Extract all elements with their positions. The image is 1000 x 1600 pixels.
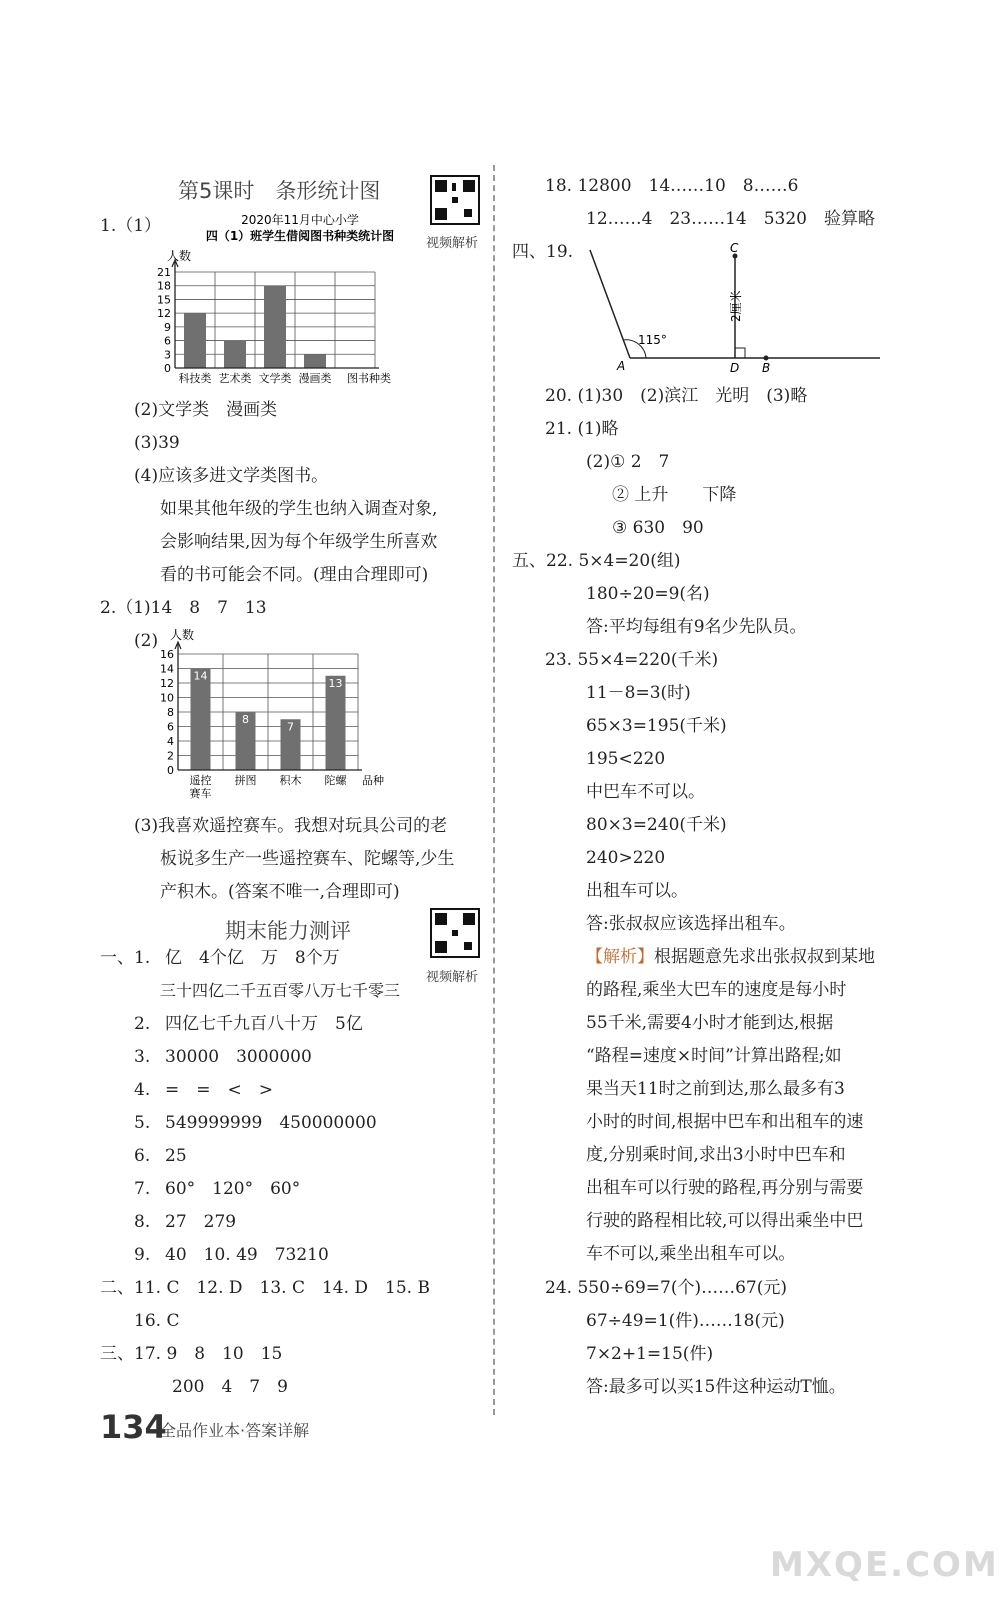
point-c-label: C (730, 241, 739, 255)
y-tick-label: 6 (164, 334, 171, 348)
sec1-q8-num: 8. (134, 1212, 151, 1232)
chart1-ylabel: 人数 (167, 249, 192, 263)
analysis-line7: 度,分别乘时间,求出3小时中巴车和 (586, 1145, 846, 1165)
q23-line2: 11－8=3(时) (586, 683, 691, 703)
book-title: 全品作业本·答案详解 (160, 1421, 310, 1440)
q21-line3: ② 上升 下降 (612, 485, 737, 505)
sec1-q3-text: 30000 3000000 (165, 1047, 312, 1067)
chart1-subtitle: 四（1）班学生借阅图书种类统计图 (205, 229, 395, 243)
bar-4 (326, 676, 346, 770)
q20: 20. (1)30 (2)滨江 光明 (3)略 (545, 386, 808, 406)
chart2-ylabel: 人数 (170, 628, 195, 642)
y-tick-label: 10 (160, 691, 174, 705)
q2-part3-line2: 板说多生产一些遥控赛车、陀螺等,少生 (160, 849, 455, 869)
q23-line4: 195<220 (586, 749, 666, 769)
sec1-q3-num: 3. (134, 1047, 151, 1067)
page-number: 134 (100, 1408, 167, 1446)
x-category-label: 遥控 (189, 774, 212, 787)
q22-line1: 五、22. 5×4=20(组) (512, 551, 681, 571)
q22-line3: 答:平均每组有9名少先队员。 (586, 617, 807, 637)
analysis-text1: 根据题意先求出张叔叔到某地 (654, 947, 875, 967)
q2-part3-line1: (3)我喜欢遥控赛车。我想对玩具公司的老 (134, 816, 448, 836)
q23-line6: 80×3=240(千米) (586, 815, 727, 835)
q23-line8: 出租车可以。 (586, 881, 688, 901)
y-tick-label: 15 (157, 293, 171, 307)
x-axis-label: 图书种类 (347, 372, 391, 385)
x-category-label: 艺术类 (218, 372, 252, 385)
bar-value-label: 7 (287, 720, 294, 734)
sec1-q5-text: 549999999 450000000 (165, 1113, 377, 1133)
sec1-q4-text: = = < > (165, 1080, 273, 1100)
q1-part4: (4)应该多进文学类图书。 (134, 466, 329, 486)
sec1-q7-num: 7. (134, 1179, 151, 1199)
q21-line4: ③ 630 90 (612, 518, 704, 538)
x-category-label: 赛车 (189, 787, 212, 800)
analysis-line3: 55千米,需要4小时才能到达,根据 (586, 1013, 834, 1033)
qr-caption: 视频解析 (426, 236, 479, 251)
chart-toys (148, 625, 388, 800)
sec1-q1-num: 一、1. (100, 948, 151, 968)
q1-part3: (3)39 (134, 433, 180, 453)
analysis-line9: 行驶的路程相比较,可以得出乘坐中巴 (586, 1211, 864, 1231)
y-tick-label: 18 (157, 279, 171, 293)
q24-line1: 24. 550÷69=7(个)……67(元) (545, 1278, 787, 1298)
q23-line7: 240>220 (586, 848, 666, 868)
x-category-label: 陀螺 (324, 774, 347, 787)
y-tick-label: 3 (164, 348, 171, 362)
sec1-q7-text: 60° 120° 60° (165, 1179, 301, 1199)
sec1-q6-text: 25 (165, 1146, 187, 1166)
sec3-line1: 三、17. 9 8 10 15 (100, 1344, 283, 1364)
q24-line3: 7×2+1=15(件) (586, 1344, 714, 1364)
y-tick-label: 12 (157, 307, 171, 321)
q23-line1: 23. 55×4=220(千米) (545, 650, 719, 670)
analysis-line1 (586, 949, 875, 966)
q1-label: 1.（1） (100, 216, 162, 236)
q2-part2: (2) (134, 631, 159, 651)
x-axis-label: 品种 (362, 774, 384, 787)
analysis-line2: 的路程,乘坐大巴车的速度是每小时 (586, 980, 847, 1000)
q21-line1: 21. (1)略 (545, 419, 619, 439)
q18-line1: 18. 12800 14……10 8……6 (545, 176, 799, 196)
analysis-line5: 果当天11时之前到达,那么最多有3 (586, 1079, 845, 1099)
sec1-q1-text: 亿 4个亿 万 8个万 (165, 948, 340, 968)
bar-value-label: 8 (242, 713, 249, 726)
sec1-q9-text: 40 10. 49 73210 (165, 1245, 329, 1265)
y-tick-label: 14 (160, 662, 174, 676)
point-a-label: A (617, 359, 626, 373)
sec1-q9-num: 9. (134, 1245, 151, 1265)
sec2-line2: 16. C (134, 1311, 180, 1331)
exam-title: 期末能力测评 (225, 919, 351, 943)
angle-figure (580, 240, 890, 375)
q2-label: 2.（1)14 8 7 13 (100, 598, 267, 618)
sec1-q8-text: 27 279 (165, 1212, 237, 1232)
y-tick-label: 2 (167, 749, 174, 763)
sec1-q4-num: 4. (134, 1080, 151, 1100)
y-tick-label: 16 (160, 648, 174, 661)
q19-label: 四、19. (512, 242, 574, 262)
sec2-line1: 二、11. C 12. D 13. C 14. D 15. B (100, 1278, 430, 1298)
point-d-label: D (730, 361, 740, 375)
q18-line2: 12……4 23……14 5320 验算略 (586, 209, 875, 229)
bar-value-label: 13 (328, 676, 343, 690)
q22-line2: 180÷20=9(名) (586, 584, 710, 604)
sec1-q1-text2: 三十四亿二千五百零八万七千零三 (160, 981, 401, 1000)
q23-line9: 答:张叔叔应该选择出租车。 (586, 914, 796, 934)
watermark: MXQE.COM (770, 1545, 999, 1585)
y-tick-label: 4 (167, 735, 174, 748)
bar-3 (264, 286, 286, 368)
y-tick-label: 0 (167, 764, 174, 777)
qr-code-icon[interactable] (430, 175, 480, 225)
q23-line3: 65×3=195(千米) (586, 716, 727, 736)
sec1-q2-text: 四亿七千九百八十万 5亿 (165, 1014, 363, 1034)
bar-4 (304, 354, 326, 368)
q1-part4-line1: 如果其他年级的学生也纳入调查对象, (160, 499, 438, 519)
bar-2 (224, 341, 246, 368)
chart1-title: 2020年11月中心小学 (241, 213, 359, 227)
x-category-label: 漫画类 (298, 372, 332, 385)
q1-part4-line2: 会影响结果,因为每个年级学生所喜欢 (160, 532, 438, 552)
analysis-line8: 出租车可以行驶的路程,再分别与需要 (586, 1178, 864, 1198)
qr-code-icon[interactable] (430, 908, 480, 958)
point-b-label: B (762, 361, 771, 375)
bar-1 (184, 313, 206, 368)
bar-1 (191, 669, 211, 771)
q24-line2: 67÷49=1(件)……18(元) (586, 1311, 785, 1331)
x-category-label: 科技类 (178, 372, 212, 385)
chart-book-types (145, 210, 435, 390)
x-category-label: 文学类 (258, 372, 292, 385)
bar-value-label: 14 (193, 669, 208, 683)
analysis-tag: 【解析】 (586, 947, 654, 967)
sec1-q2-num: 2. (134, 1014, 151, 1034)
angle-label: 115° (638, 333, 667, 347)
y-tick-label: 21 (157, 266, 171, 279)
q21-line2: (2)① 2 7 (586, 452, 670, 472)
q23-line5: 中巴车不可以。 (586, 782, 705, 802)
x-category-label: 拼图 (234, 774, 257, 787)
y-tick-label: 12 (160, 677, 174, 690)
y-tick-label: 0 (164, 362, 171, 375)
x-category-label: 积木 (279, 774, 302, 787)
analysis-line6: 小时的时间,根据中巴车和出租车的速 (586, 1112, 864, 1132)
analysis-line4: “路程=速度×时间”计算出路程;如 (586, 1046, 842, 1066)
qr-caption: 视频解析 (426, 970, 479, 985)
q1-part4-line3: 看的书可能会不同。(理由合理即可) (160, 565, 429, 585)
y-tick-label: 8 (167, 706, 174, 719)
sec3-line2: 200 4 7 9 (172, 1377, 288, 1397)
q1-part2: (2)文学类 漫画类 (134, 400, 278, 420)
y-tick-label: 6 (167, 720, 174, 734)
analysis-line10: 车不可以,乘坐出租车可以。 (586, 1244, 796, 1264)
column-divider (493, 165, 495, 1415)
sec1-q6-num: 6. (134, 1146, 151, 1166)
q24-line4: 答:最多可以买15件这种运动T恤。 (586, 1377, 846, 1397)
length-label: 2厘米 (729, 290, 743, 322)
sec1-q5-num: 5. (134, 1113, 151, 1133)
q2-part3-line3: 产积木。(答案不唯一,合理即可) (160, 882, 400, 902)
lesson-title: 第5课时 条形统计图 (178, 179, 381, 203)
y-tick-label: 9 (164, 320, 171, 334)
